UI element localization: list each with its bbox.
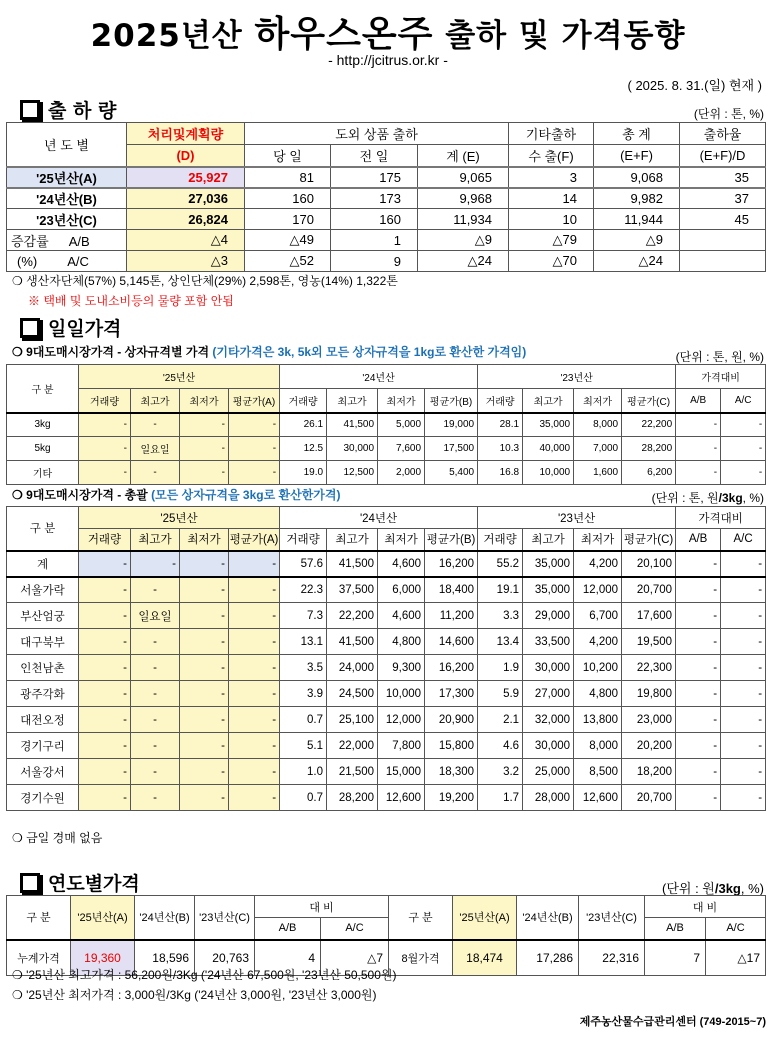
table-cell: - [79, 759, 131, 785]
table-cell: - [676, 707, 721, 733]
table-cell: - [79, 629, 131, 655]
table-cell: 3.9 [280, 681, 327, 707]
yearly-note-max: ❍ '25년산 최고가격 : 56,200원/3Kg ('24년산 67,500원, '23년산 50,500원) [12, 968, 397, 982]
table-cell: 5.1 [280, 733, 327, 759]
table-cell: 20,200 [622, 733, 676, 759]
table-cell: 일요일 [131, 603, 180, 629]
table-cell: 30,000 [523, 655, 574, 681]
shipment-warning: ※ 택배 및 도내소비등의 물량 포함 안됨 [28, 294, 234, 308]
daily-total-unit: (단위 : 톤, 원/3kg, %) [651, 491, 764, 505]
table-cell: - [79, 603, 131, 629]
table-cell: 37,500 [327, 577, 378, 603]
table-cell: - [721, 603, 766, 629]
table-cell: 4,600 [378, 603, 425, 629]
yearly-unit: (단위 : 원/3kg, %) [662, 881, 764, 896]
table-cell: 33,500 [523, 629, 574, 655]
shipment-note: ❍ 생산자단체(57%) 5,145톤, 상인단체(29%) 2,598톤, 영농(14%) 1,322톤 [12, 274, 398, 288]
table-cell: 1.7 [478, 785, 523, 811]
table-cell: - [229, 759, 280, 785]
table-cell: - [676, 629, 721, 655]
table-cell: 6,000 [378, 577, 425, 603]
table-row [7, 577, 766, 603]
table-cell: 27,000 [523, 681, 574, 707]
table-cell: - [180, 707, 229, 733]
table-cell: - [79, 681, 131, 707]
table-cell: - [676, 759, 721, 785]
header-proc-d: (D) [127, 145, 245, 167]
table-cell: 13.1 [280, 629, 327, 655]
table-cell: 22,300 [622, 655, 676, 681]
table-row: '24년산(B) 27,036 160 173 9,968 14 9,982 37 [7, 188, 766, 209]
table-cell: 28,200 [327, 785, 378, 811]
market-name: 서울가락 [7, 577, 79, 603]
table-cell: 18,300 [425, 759, 478, 785]
header-total-ef: (E+F) [594, 145, 680, 167]
footer-source: 제주농산물수급관리센터 (749-2015~7) [579, 1016, 766, 1028]
table-cell: 6,700 [574, 603, 622, 629]
site-url[interactable]: - http://jcitrus.or.kr - [328, 52, 448, 68]
table-cell: 18,200 [622, 759, 676, 785]
table-row: '23년산(C) 26,824 170 160 11,934 10 11,944 45 [7, 209, 766, 230]
market-name: 경기수원 [7, 785, 79, 811]
table-cell: - [79, 733, 131, 759]
table-cell: 15,000 [378, 759, 425, 785]
table-cell: 8,000 [574, 733, 622, 759]
table-cell: 11,200 [425, 603, 478, 629]
table-cell: 28,000 [523, 785, 574, 811]
table-cell: 16,200 [425, 655, 478, 681]
table-cell: - [180, 759, 229, 785]
table-row [7, 629, 766, 655]
table-cell: - [721, 759, 766, 785]
table-cell: 41,500 [327, 629, 378, 655]
table-row: 증감률 A/B △4 △49 1 △9 △79 △9 [7, 230, 766, 251]
market-name: 대전오정 [7, 707, 79, 733]
header-proc: 처리및계획량 [127, 123, 245, 145]
table-cell: - [721, 733, 766, 759]
table-cell: - [131, 629, 180, 655]
table-cell: - [721, 681, 766, 707]
table-cell: 4,800 [574, 681, 622, 707]
table-row: 누계가격 19,360 18,596 20,763 4 △7 8월가격 18,474 17,286 22,316 7 △17 [7, 940, 766, 976]
table-cell: - [721, 577, 766, 603]
daily-spec-unit: (단위 : 톤, 원, %) [675, 350, 764, 364]
table-cell: 3.5 [280, 655, 327, 681]
daily-total-table: 구 분 '25년산 '24년산 '23년산 가격대비 거래량 최고가 최저가 평균가(A) 거래량 최고가 최저가 평균가(B) 거래량 최고가 최저가 평균가(C) A/B A/C 계 - - - - 57.6 41,500 4,600 16,200 55.2 35,000 4,200 20,100 - - 서울가락 - - - - 22.3 37,500 6,000 18,400 19.1 35,000 12,000 20,700 - - 부산엄궁 - 일요일 - - 7.3 22,200 4,600 11,200 3.3 29,000 6,700 17,600 - - 대구북부 - - - - 13.1 41,500 4,800 14,600 13.4 33,500 4,200 19,500 - - 인천남촌 - - - - 3.5 24,000 9,300 16,200 1.9 30,000 10,200 22,300 - - 광주각화 - - - - 3.9 24,500 10,000 17,300 5.9 27,000 4,800 19,800 - - 대전오정 - - - - 0.7 25,100 12,000 20,900 2.1 32,000 13,800 23,000 - - 경기구리 - - - - 5.1 22,000 7,800 15,800 4.6 30,000 8,000 20,200 - - 서울강서 - - - - 1.0 21,500 15,000 18,300 3.2 25,000 8,500 18,200 - - 경기수원 - - - - 0.7 28,200 12,600 19,200 1.7 28,000 12,600 20,700 - - [6, 506, 766, 811]
header-year: 년 도 별 [7, 123, 127, 167]
market-name: 경기구리 [7, 733, 79, 759]
section-shipment-title: 출 하 량 [20, 96, 116, 123]
table-cell: 35,000 [523, 577, 574, 603]
table-cell: 20,700 [622, 785, 676, 811]
daily-spec-table: 구 분 '25년산 '24년산 '23년산 가격대비 거래량 최고가 최저가 평균가(A) 거래량 최고가 최저가 평균가(B) 거래량 최고가 최저가 평균가(C) A/B A/C 3kg - - - - 26.1 41,500 5,000 19,000 28.1 35,000 8,000 22,200 - - 5kg - 일요일 - - 12.5 30,000 7,600 17,500 10.3 40,000 7,000 28,200 - - 기타 - - - - 19.0 12,500 2,000 5,400 16.8 10,000 1,600 6,200 - - [6, 364, 766, 485]
table-cell: 15,800 [425, 733, 478, 759]
header-prev: 전 일 [331, 145, 418, 167]
header-rate: 출하율 [680, 123, 766, 145]
market-name: 서울강서 [7, 759, 79, 785]
table-row: 5kg - 일요일 - - 12.5 30,000 7,600 17,500 10.3 40,000 7,000 28,200 - - [7, 437, 766, 461]
header-total: 총 계 [594, 123, 680, 145]
table-cell: - [676, 655, 721, 681]
table-cell: - [721, 655, 766, 681]
table-cell: - [229, 707, 280, 733]
table-cell: - [180, 733, 229, 759]
section-yearly-title: 연도별가격 [20, 869, 140, 896]
table-cell: 23,000 [622, 707, 676, 733]
table-cell: - [721, 629, 766, 655]
table-cell: 10,200 [574, 655, 622, 681]
daily-total-subtitle: ❍ 9대도매시장가격 - 총괄 (모든 상자규격을 3kg로 환산한가격) [12, 488, 341, 502]
table-row: 3kg - - - - 26.1 41,500 5,000 19,000 28.1 35,000 8,000 22,200 - - [7, 413, 766, 437]
table-cell: - [180, 603, 229, 629]
table-cell: 24,500 [327, 681, 378, 707]
table-cell: - [131, 681, 180, 707]
table-cell: - [79, 707, 131, 733]
table-cell: 29,000 [523, 603, 574, 629]
market-name: 부산엄궁 [7, 603, 79, 629]
table-cell: 1.9 [478, 655, 523, 681]
table-cell: - [229, 629, 280, 655]
market-name: 대구북부 [7, 629, 79, 655]
table-row [7, 759, 766, 785]
market-name: 광주각화 [7, 681, 79, 707]
table-row: (%) A/C △3 △52 9 △24 △70 △24 [7, 251, 766, 272]
table-cell: 12,000 [574, 577, 622, 603]
table-cell: - [229, 655, 280, 681]
table-row [7, 707, 766, 733]
table-cell: 25,100 [327, 707, 378, 733]
table-cell: - [131, 707, 180, 733]
daily-spec-subtitle: ❍ 9대도매시장가격 - 상자규격별 가격 (기타가격은 3k, 5k외 모든 상자규격을 1kg로 환산한 가격임) [12, 345, 527, 359]
table-cell: 3.3 [478, 603, 523, 629]
page-title: 2025년산 하우스온주 출하 및 가격동향 [90, 14, 686, 55]
table-cell: 9,300 [378, 655, 425, 681]
table-cell: 18,400 [425, 577, 478, 603]
header-today: 당 일 [245, 145, 331, 167]
table-cell: 24,000 [327, 655, 378, 681]
table-cell: 12,000 [378, 707, 425, 733]
table-cell: 30,000 [523, 733, 574, 759]
table-row: 기타 - - - - 19.0 12,500 2,000 5,400 16.8 10,000 1,600 6,200 - - [7, 461, 766, 485]
checkbox-square-icon [20, 100, 40, 120]
table-cell: 5.9 [478, 681, 523, 707]
checkbox-square-icon [20, 873, 40, 893]
table-cell: 1.0 [280, 759, 327, 785]
table-cell: - [180, 785, 229, 811]
table-row: '25년산(A) 25,927 81 175 9,065 3 9,068 35 [7, 167, 766, 188]
table-row [7, 603, 766, 629]
table-cell: - [676, 785, 721, 811]
table-cell: 13,800 [574, 707, 622, 733]
table-cell: - [180, 629, 229, 655]
table-cell: 32,000 [523, 707, 574, 733]
table-cell: - [676, 603, 721, 629]
header-rate-formula: (E+F)/D [680, 145, 766, 167]
table-cell: - [180, 655, 229, 681]
daily-note: ❍ 금일 경매 없음 [12, 831, 103, 845]
table-cell: - [79, 785, 131, 811]
header-export: 수 출(F) [509, 145, 594, 167]
table-row [7, 733, 766, 759]
table-cell: 17,600 [622, 603, 676, 629]
table-cell: - [229, 785, 280, 811]
table-cell: - [721, 707, 766, 733]
table-cell: 8,500 [574, 759, 622, 785]
table-cell: 22.3 [280, 577, 327, 603]
table-cell: 7.3 [280, 603, 327, 629]
table-cell: - [79, 655, 131, 681]
table-cell: 25,000 [523, 759, 574, 785]
table-cell: 19,200 [425, 785, 478, 811]
table-cell: - [131, 655, 180, 681]
table-cell: 19,800 [622, 681, 676, 707]
table-cell: - [721, 785, 766, 811]
table-cell: 2.1 [478, 707, 523, 733]
table-cell: 3.2 [478, 759, 523, 785]
header-sum: 계 (E) [418, 145, 509, 167]
table-cell: 13.4 [478, 629, 523, 655]
table-cell: - [79, 577, 131, 603]
table-cell: - [676, 681, 721, 707]
table-cell: 20,900 [425, 707, 478, 733]
yearly-table: 구 분 '25년산(A) '24년산(B) '23년산(C) 대 비 구 분 '25년산(A) '24년산(B) '23년산(C) 대 비 A/B A/C A/B A/C 누계가격 19,360 18,596 20,763 4 △7 8월가격 18,474 17,286 22,316 7 △17 [6, 895, 766, 976]
table-cell: - [131, 577, 180, 603]
table-cell: - [131, 785, 180, 811]
section-daily-title: 일일가격 [20, 314, 121, 341]
table-cell: - [180, 681, 229, 707]
table-cell: 0.7 [280, 785, 327, 811]
table-cell: - [131, 733, 180, 759]
table-cell: - [229, 681, 280, 707]
table-cell: 20,700 [622, 577, 676, 603]
table-cell: 4,800 [378, 629, 425, 655]
table-row [7, 681, 766, 707]
table-cell: 12,600 [574, 785, 622, 811]
table-cell: - [229, 733, 280, 759]
table-cell: - [131, 759, 180, 785]
report-date: ( 2025. 8. 31.(일) 현재 ) [627, 78, 762, 93]
table-cell: 17,300 [425, 681, 478, 707]
table-cell: 19,500 [622, 629, 676, 655]
table-cell: 4,200 [574, 629, 622, 655]
shipment-unit: (단위 : 톤, %) [693, 107, 764, 121]
table-cell: - [229, 603, 280, 629]
table-cell: - [229, 577, 280, 603]
table-cell: 7,800 [378, 733, 425, 759]
table-cell: - [180, 577, 229, 603]
table-cell: 14,600 [425, 629, 478, 655]
shipment-table [6, 122, 766, 272]
table-cell: 22,200 [327, 603, 378, 629]
market-name: 인천남촌 [7, 655, 79, 681]
table-cell: 0.7 [280, 707, 327, 733]
table-cell: - [676, 577, 721, 603]
header-etc: 기타출하 [509, 123, 594, 145]
table-cell: 21,500 [327, 759, 378, 785]
table-row [7, 655, 766, 681]
table-cell: - [676, 733, 721, 759]
table-cell: 10,000 [378, 681, 425, 707]
yearly-note-min: ❍ '25년산 최저가격 : 3,000원/3Kg ('24년산 3,000원, '23년산 3,000원) [12, 988, 377, 1002]
table-row: 계 - - - - 57.6 41,500 4,600 16,200 55.2 35,000 4,200 20,100 - - [7, 551, 766, 577]
table-cell: 22,000 [327, 733, 378, 759]
table-row [7, 785, 766, 811]
table-cell: 19.1 [478, 577, 523, 603]
table-cell: 4.6 [478, 733, 523, 759]
header-outbound: 도외 상품 출하 [245, 123, 509, 145]
checkbox-square-icon [20, 318, 40, 338]
table-cell: 12,600 [378, 785, 425, 811]
